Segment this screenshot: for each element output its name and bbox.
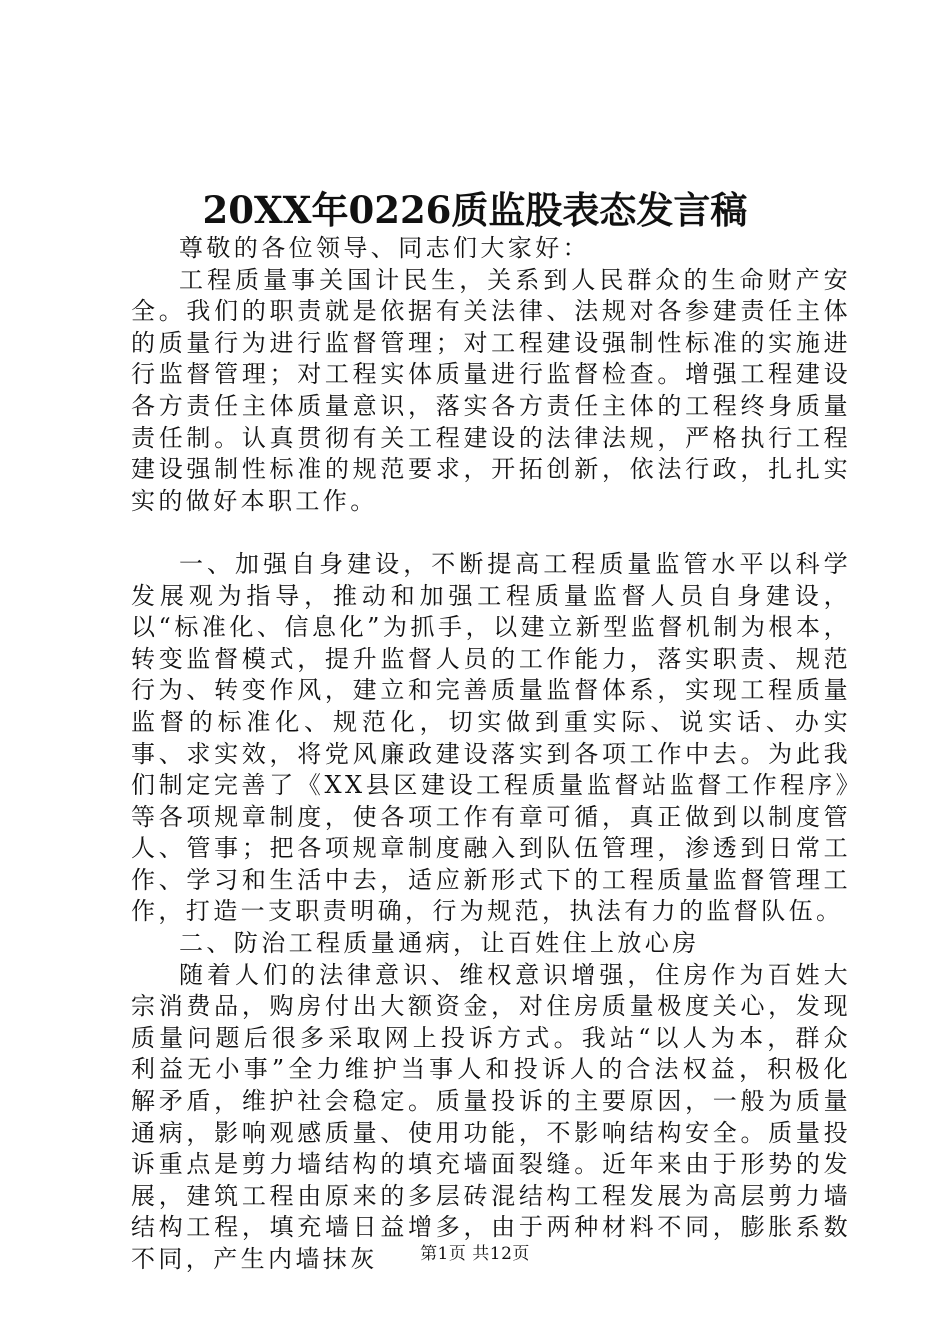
page-footer: 第1页 共12页: [420, 1244, 530, 1264]
section-two-paragraph: 随着人们的法律意识、维权意识增强，住房作为百姓大宗消费品，购房付出大额资金，对住房质量极度关心，发现质量问题后很多采取网上投诉方式。我站“以人为本，群众利益无小事”全力维护当事人和投诉人的合法权益，积极化解矛盾，维护社会稳定。质量投诉的主要原因，一般为质量通病，影响观感质量、使用功能，不影响结构安全。质量投诉重点是剪力墙结构的填充墙面裂缝。近年来由于形势的发展，建筑工程由原来的多层砖混结构工程发展为高层剪力墙结构工程，填充墙日益增多，由于两种材料不同，膨胀系数不同，产生内墙抹灰: [131, 960, 851, 1273]
section-two-heading: 二、防治工程质量通病，让百姓住上放心房: [179, 929, 700, 958]
document-title: 20XX年0226质监股表态发言稿: [202, 188, 748, 232]
document-body: [131, 233, 851, 1276]
salutation-paragraph: 尊敬的各位领导、同志们大家好：: [179, 234, 590, 262]
intro-paragraph: 工程质量事关国计民生，关系到人民群众的生命财产安全。我们的职责就是依据有关法律、法规对各参建责任主体的质量行为进行监督管理；对工程建设强制性标准的实施进行监督管理；对工程实体质量进行监督检查。增强工程建设各方责任主体质量意识，落实各方责任主体的工程终身质量责任制。认真贯彻有关工程建设的法律法规，严格执行工程建设强制性标准的规范要求，开拓创新，依法行政，扎扎实实的做好本职工作。: [131, 265, 851, 515]
section-one-paragraph: 一、加强自身建设，不断提高工程质量监管水平以科学发展观为指导，推动和加强工程质量监督人员自身建设，以“标准化、信息化”为抓手，以建立新型监督机制为根本，转变监督模式，提升监督人员的工作能力，落实职责、规范行为、转变作风，建立和完善质量监督体系，实现工程质量监督的标准化、规范化，切实做到重实际、说实话、办实事、求实效，将党风廉政建设落实到各项工作中去。为此我们制定完善了《XX县区建设工程质量监督站监督工作程序》等各项规章制度，使各项工作有章可循，真正做到以制度管人、管事；把各项规章制度融入到队伍管理，渗透到日常工作、学习和生活中去，适应新形式下的工程质量监督管理工作，打造一支职责明确，行为规范，执法有力的监督队伍。: [131, 549, 851, 926]
